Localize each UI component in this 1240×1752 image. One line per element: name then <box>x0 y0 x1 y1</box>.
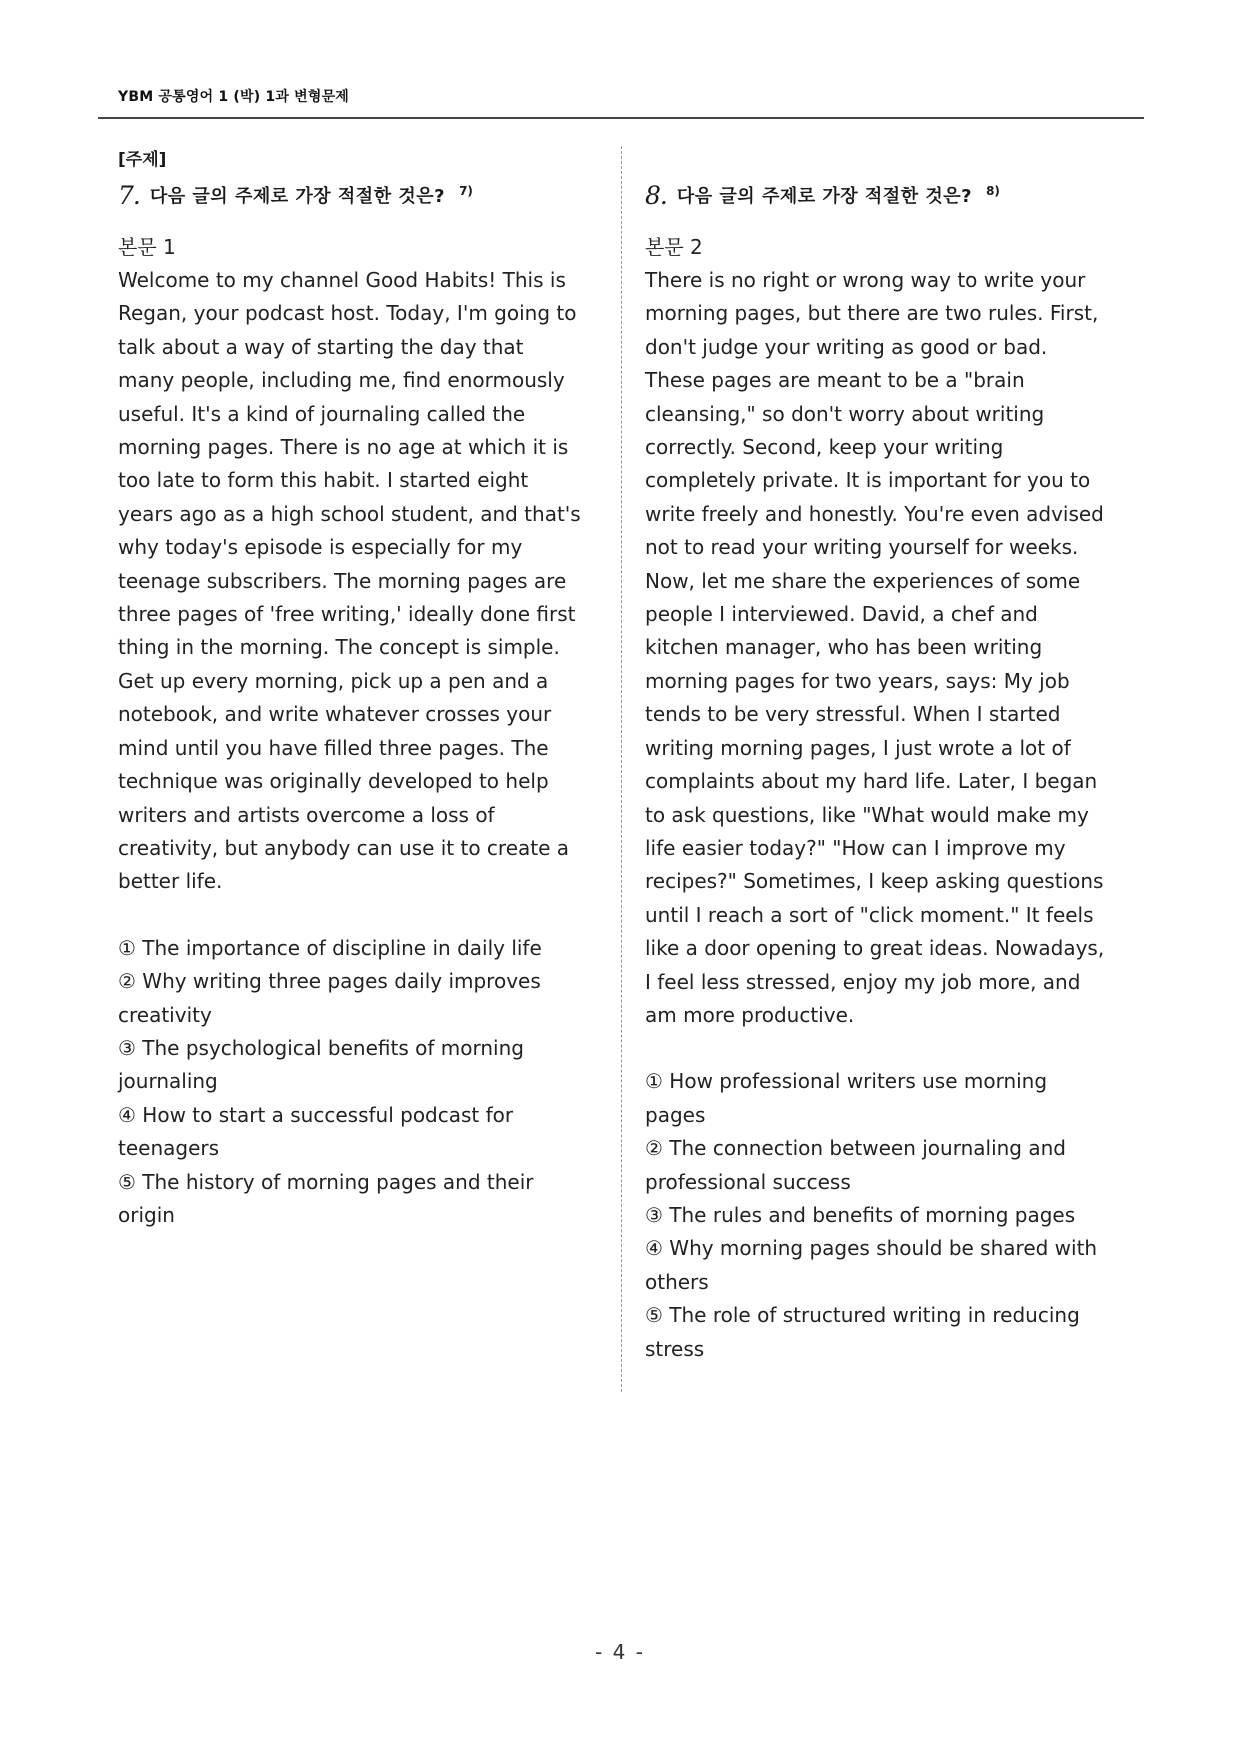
passage-line: I feel less stressed, enjoy my job more, and <box>645 969 1081 994</box>
choice-line: ① The importance of discipline in daily life <box>118 935 542 960</box>
choice-line: ② The connection between journaling and <box>645 1136 1066 1161</box>
passage-line: people I interviewed. David, a chef and <box>645 602 1038 627</box>
page-number: - 4 - <box>595 1640 645 1664</box>
choice-line: origin <box>118 1202 175 1227</box>
passage-line: writers and artists overcome a loss of <box>118 802 495 827</box>
passage-line: correctly. Second, keep your writing <box>645 435 1004 460</box>
passage-line: why today's episode is especially for my <box>118 535 523 560</box>
question-8-column <box>645 146 1135 1366</box>
passage-line: kitchen manager, who has been writing <box>645 635 1043 660</box>
choice-line: ① How professional writers use morning <box>645 1069 1048 1094</box>
passage-line: creativity, but anybody can use it to create a <box>118 835 570 860</box>
passage-1-body <box>118 264 608 899</box>
passage-1-label: 본문 1 <box>118 235 176 259</box>
passage-line: Now, let me share the experiences of some <box>645 568 1081 593</box>
passage-line: too late to form this habit. I started eight <box>118 468 529 493</box>
passage-line: technique was originally developed to help <box>118 769 549 794</box>
passage-line: until I reach a sort of "click moment." It feels <box>645 902 1094 927</box>
passage-line: thing in the morning. The concept is simple. <box>118 635 560 660</box>
passage-line: completely private. It is important for you to <box>645 468 1091 493</box>
passage-line: years ago as a high school student, and that's <box>118 501 581 526</box>
passage-line: write freely and honestly. You're even advised <box>645 501 1104 526</box>
section-tag: [주제] <box>118 150 167 170</box>
choice-line: others <box>645 1269 709 1294</box>
question-7-heading <box>118 174 608 216</box>
question-8-choices <box>645 1065 1135 1366</box>
passage-line: These pages are meant to be a "brain <box>645 368 1025 393</box>
header-divider <box>98 117 1144 119</box>
passage-line: life easier today?" "How can I improve my <box>645 835 1066 860</box>
choice-line: professional success <box>645 1169 851 1194</box>
passage-line: Welcome to my channel Good Habits! This is <box>118 268 566 292</box>
question-7-text: 다음 글의 주제로 가장 적절한 것은? <box>149 186 446 207</box>
section-spacer <box>645 146 1135 174</box>
passage-line: morning pages, but there are two rules. First, <box>645 301 1099 326</box>
document-header: YBM 공통영어 1 (박) 1과 변형문제 <box>118 89 350 105</box>
choice-line: ⑤ The role of structured writing in reducing <box>645 1303 1080 1328</box>
passage-line: three pages of 'free writing,' ideally done first <box>118 602 576 627</box>
passage-line: not to read your writing yourself for weeks. <box>645 535 1079 560</box>
question-7-footnote: 7) <box>459 184 473 198</box>
passage-line: notebook, and write whatever crosses your <box>118 702 552 727</box>
choice-line: ③ The psychological benefits of morning <box>118 1035 524 1060</box>
passage-line: many people, including me, find enormously <box>118 368 565 393</box>
choice-line: journaling <box>118 1069 218 1094</box>
passage-line: tends to be very stressful. When I started <box>645 702 1061 727</box>
choice-line: ④ Why morning pages should be shared with <box>645 1236 1098 1261</box>
choice-line: pages <box>645 1102 706 1127</box>
question-7-choices <box>118 932 608 1233</box>
choice-line: ④ How to start a successful podcast for <box>118 1102 514 1127</box>
passage-line: talk about a way of starting the day that <box>118 334 524 359</box>
passage-line: morning pages. There is no age at which it is <box>118 435 569 460</box>
passage-line: useful. It's a kind of journaling called the <box>118 401 526 426</box>
question-7-number: 7. <box>118 180 140 210</box>
passage-line: am more productive. <box>645 1002 855 1027</box>
question-8-text: 다음 글의 주제로 가장 적절한 것은? <box>676 186 973 207</box>
passage-2-label: 본문 2 <box>645 235 703 259</box>
passage-line: morning pages for two years, says: My job <box>645 668 1070 693</box>
column-divider <box>621 146 622 1392</box>
passage-line: Get up every morning, pick up a pen and a <box>118 668 549 693</box>
choice-line: ⑤ The history of morning pages and their <box>118 1169 534 1194</box>
passage-line: mind until you have filled three pages. The <box>118 735 549 760</box>
choice-line: ② Why writing three pages daily improves <box>118 969 541 994</box>
choice-line: teenagers <box>118 1136 220 1161</box>
passage-line: better life. <box>118 869 223 894</box>
passage-line: There is no right or wrong way to write your <box>645 268 1086 292</box>
question-8-heading <box>645 174 1135 216</box>
passage-line: like a door opening to great ideas. Nowadays, <box>645 936 1105 961</box>
passage-2-body <box>645 264 1135 1032</box>
passage-line: recipes?" Sometimes, I keep asking questions <box>645 869 1104 894</box>
choice-line: creativity <box>118 1002 212 1027</box>
passage-line: Regan, your podcast host. Today, I'm going to <box>118 301 577 326</box>
question-8-number: 8. <box>645 180 667 210</box>
choice-line: ③ The rules and benefits of morning pages <box>645 1202 1076 1227</box>
question-8-footnote: 8) <box>986 184 1000 198</box>
passage-line: writing morning pages, I just wrote a lot of <box>645 735 1071 760</box>
passage-line: cleansing," so don't worry about writing <box>645 401 1045 426</box>
passage-line: don't judge your writing as good or bad. <box>645 334 1048 359</box>
passage-line: to ask questions, like "What would make my <box>645 802 1089 827</box>
question-7-column <box>118 146 608 1232</box>
passage-line: complaints about my hard life. Later, I began <box>645 769 1098 794</box>
passage-line: teenage subscribers. The morning pages are <box>118 568 567 593</box>
choice-line: stress <box>645 1336 705 1361</box>
